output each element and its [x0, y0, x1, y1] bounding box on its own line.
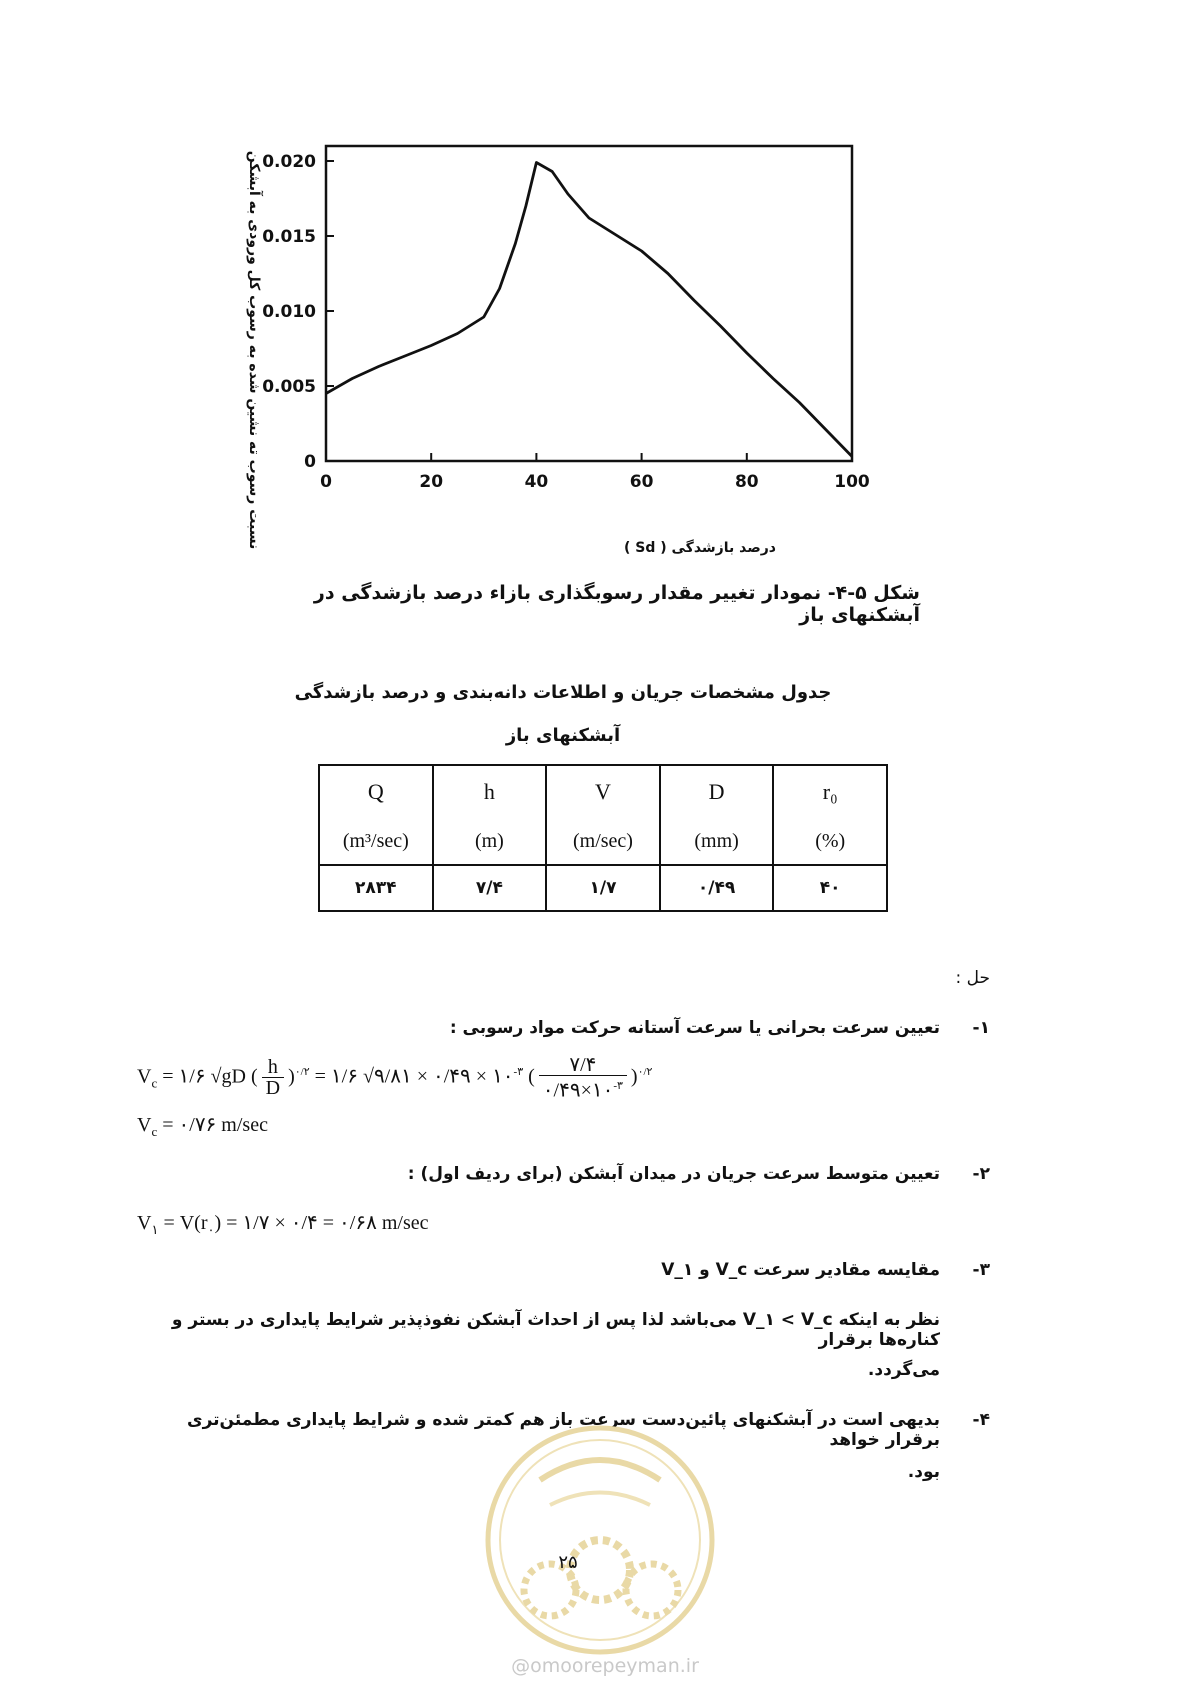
den-value: ۰/۴۹×۱۰ [542, 1079, 614, 1102]
table-values-row [319, 865, 887, 911]
table-header-cell: Q [319, 765, 433, 818]
r0-subscript: ۰ [207, 1222, 215, 1237]
step-number: ۱- [972, 1018, 990, 1038]
vc-subscript: c [151, 1124, 158, 1139]
page-number: ۲۵ [558, 1552, 578, 1573]
eq3-tail: ) = ۱/۷ × ۰/۴ = ۰/۶۸ m/sec [214, 1212, 429, 1234]
table-value-cell: ۴۰ [773, 865, 887, 911]
x-tick-label: 0 [320, 472, 332, 492]
fraction-numerator: h [262, 1057, 284, 1078]
comparison-paragraph-line1: نظر به اینکه V_۱ < V_c می‌باشد لذا پس از احداث آبشکن نفوذپذیر شرایط پایداری در بستر و کناره‌ها برقرار [171, 1310, 940, 1350]
critical-velocity-result: $V_c$ = ۰/۷۶ m/sec [137, 1114, 268, 1139]
table-units-row [319, 818, 887, 865]
sedimentation-chart [228, 140, 948, 570]
table-value-cell: ۱/۷ [546, 865, 660, 911]
table-title: جدول مشخصات جریان و اطلاعات دانه‌بندی و درصد بازشدگی [294, 682, 832, 703]
eq1-exponent-3: ۰/۲ [637, 1065, 653, 1078]
x-tick-label: 60 [629, 472, 654, 492]
step-text-continued: بود. [907, 1462, 940, 1482]
plot-frame [326, 146, 852, 461]
y-tick-label: 0.005 [262, 377, 316, 397]
eq1-exponent-2: -۳ [513, 1065, 524, 1078]
fraction-numerator: ۷/۴ [539, 1055, 627, 1076]
step-number: ۳- [972, 1260, 990, 1280]
step-number: ۲- [972, 1164, 990, 1184]
eq1-exponent: ۰/۲ [294, 1065, 310, 1078]
eq1-part-a: = ۱/۶ √gD ( [162, 1065, 258, 1088]
watermark-url: @omoorepeyman.ir [511, 1655, 699, 1677]
x-axis-label: درصد بازشدگی ( Sd ) [623, 540, 777, 556]
watermark-logo [480, 1420, 720, 1660]
table-value-cell: ۰/۴۹ [660, 865, 774, 911]
y-axis-label: نسبت رسوب ته نشین شده به رسوب کل ورودی به آبشکن [246, 150, 262, 550]
eq1-part-b: ) [288, 1065, 295, 1088]
x-tick-label: 20 [419, 472, 444, 492]
table-unit-cell: (mm) [660, 818, 774, 865]
fraction-denominator [539, 1076, 627, 1101]
flow-data-table [318, 764, 888, 912]
step-number: ۴- [972, 1410, 990, 1430]
y-tick-label: 0.010 [262, 302, 316, 322]
table-value-cell: ۲۸۳۴ [319, 865, 433, 911]
table-unit-cell: (m/sec) [546, 818, 660, 865]
critical-velocity-equation: $V_c$ = ۱/۶ √gD ( $\frac{h}{D}$ )$^{۰/۲}$ = ۱/۶ √۹/۸۱ × ۰/۴۹ × $۱۰^{-۳}$ ( $\frac{۷/۴}{۰/۴۹\times ۱۰^{-۳}}$ )$^{۰/۲}$ [137, 1054, 653, 1102]
eq2-result: = ۰/۷۶ m/sec [162, 1114, 268, 1136]
v1-subscript: ۱ [151, 1222, 159, 1237]
den-exponent: -۳ [613, 1080, 623, 1092]
table-header-cell: D [660, 765, 774, 818]
table-header-cell: V [546, 765, 660, 818]
h-over-d-fraction [262, 1057, 284, 1098]
solution-heading: حل : [955, 968, 990, 988]
step-text: تعیین متوسط سرعت جریان در میدان آبشکن (برای ردیف اول) : [407, 1164, 940, 1184]
table-unit-cell: (m) [433, 818, 547, 865]
comparison-paragraph-line2: می‌گردد. [867, 1360, 940, 1380]
table-unit-cell: (%) [773, 818, 887, 865]
y-tick-label: 0 [304, 452, 316, 472]
series-line [326, 163, 852, 457]
vc-subscript: c [151, 1075, 158, 1091]
chart-lines [326, 163, 852, 457]
eq3-part: = V(r [163, 1212, 208, 1234]
chart-ticks [262, 152, 870, 492]
table-header-cell: h [433, 765, 547, 818]
table-subtitle: آبشکنهای باز [505, 725, 621, 746]
step-text: مقایسه مقادیر سرعت V_c و V_۱ [661, 1260, 940, 1280]
table-value-cell: ۷/۴ [433, 865, 547, 911]
step-text: بدیهی است در آبشکنهای پائین‌دست سرعت باز هم کمتر شده و شرایط پایداری مطمئن‌تری برقرار خواهد [187, 1410, 940, 1450]
figure-caption: شکل ۵-۴- نمودار تغییر مقدار رسوبگذاری بازاء درصد بازشدگی در آبشکنهای باز [313, 582, 920, 626]
x-tick-label: 80 [734, 472, 759, 492]
y-tick-label: 0.015 [262, 227, 316, 247]
table-header-cell: r₀ [773, 765, 887, 818]
x-tick-label: 100 [834, 472, 870, 492]
step-text: تعیین سرعت بحرانی یا سرعت آستانه حرکت مواد رسوبی : [449, 1018, 940, 1038]
y-tick-label: 0.020 [262, 152, 316, 172]
chart-axes [326, 146, 852, 461]
fraction-denominator: D [265, 1077, 281, 1100]
mean-velocity-equation: $V_۱ = V(r_۰)$ = ۱/۷ × ۰/۴ = ۰/۶۸ m/sec [137, 1212, 429, 1237]
table-header-row [319, 765, 887, 818]
depth-ratio-fraction [539, 1055, 627, 1101]
x-tick-label: 40 [524, 472, 549, 492]
table-unit-cell: (m³/sec) [319, 818, 433, 865]
eq1-part-c: = ۱/۶ √۹/۸۱ × ۰/۴۹ × ۱۰ [314, 1065, 514, 1088]
